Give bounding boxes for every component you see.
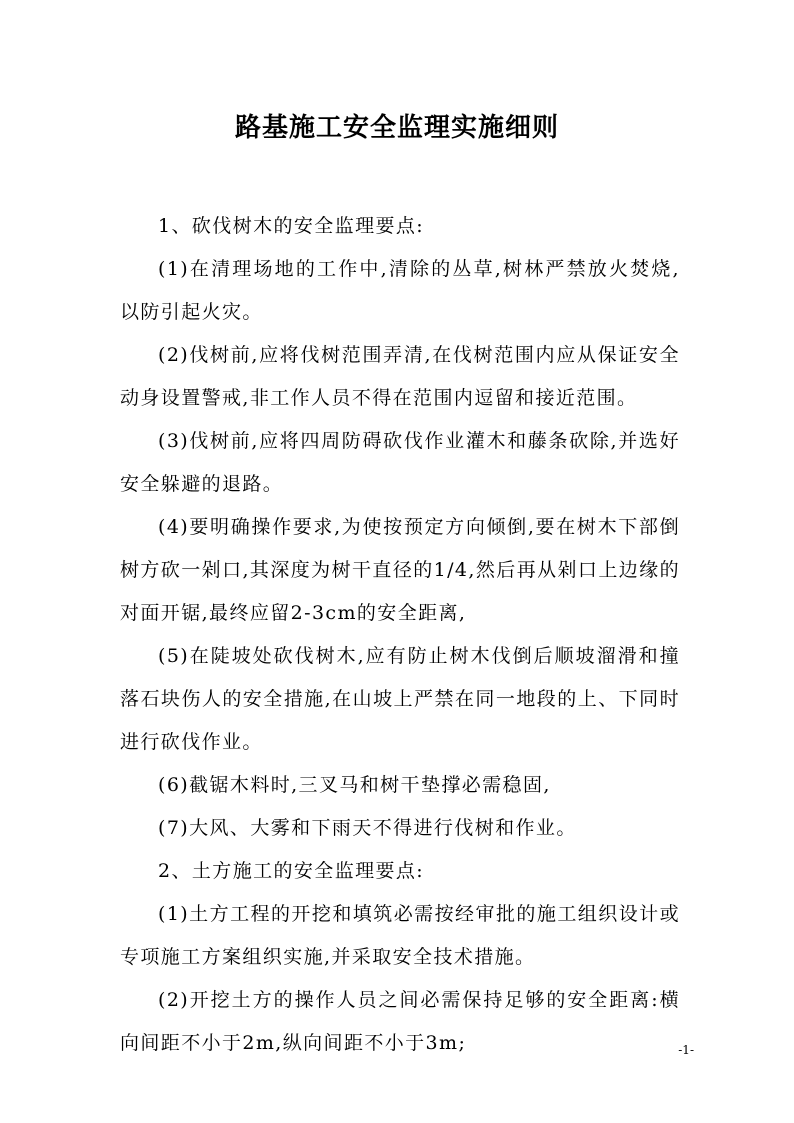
- paragraph: (3)伐树前,应将四周防碍砍伐作业灌木和藤条砍除,并选好安全躲避的退路。: [120, 430, 680, 495]
- paragraph: (1)土方工程的开挖和填筑必需按经审批的施工组织设计或专项施工方案组织实施,并采取安全技术措施。: [120, 903, 680, 968]
- section-heading: 2、土方施工的安全监理要点:: [158, 860, 425, 882]
- paragraph: (2)开挖土方的操作人员之间必需保持足够的安全距离:横向间距不小于2m,纵向间距不小于3m;: [120, 989, 680, 1054]
- section-heading: 1、砍伐树木的安全监理要点:: [158, 215, 425, 237]
- document-title: 路基施工安全监理实施细则: [234, 113, 559, 143]
- paragraph: (6)截锯木料时,三叉马和树干垫撑必需稳固,: [158, 774, 551, 796]
- paragraph: (2)伐树前,应将伐树范围弄清,在伐树范围内应从保证安全动身设置警戒,非工作人员不得在范围内逗留和接近范围。: [120, 344, 680, 409]
- document-body: [120, 205, 680, 1065]
- paragraph: (1)在清理场地的工作中,清除的丛草,树林严禁放火焚烧,以防引起火灾。: [120, 258, 680, 323]
- page-number: -1-: [678, 1043, 694, 1057]
- paragraph: (7)大风、大雾和下雨天不得进行伐树和作业。: [158, 817, 577, 839]
- paragraph: (4)要明确操作要求,为使按预定方向倾倒,要在树木下部倒树方砍一剁口,其深度为树干直径的1/4,然后再从剁口上边缘的对面开锯,最终应留2-3cm的安全距离,: [120, 516, 680, 624]
- paragraph: (5)在陡坡处砍伐树木,应有防止树木伐倒后顺坡溜滑和撞落石块伤人的安全措施,在山坡上严禁在同一地段的上、下同时进行砍伐作业。: [120, 645, 680, 753]
